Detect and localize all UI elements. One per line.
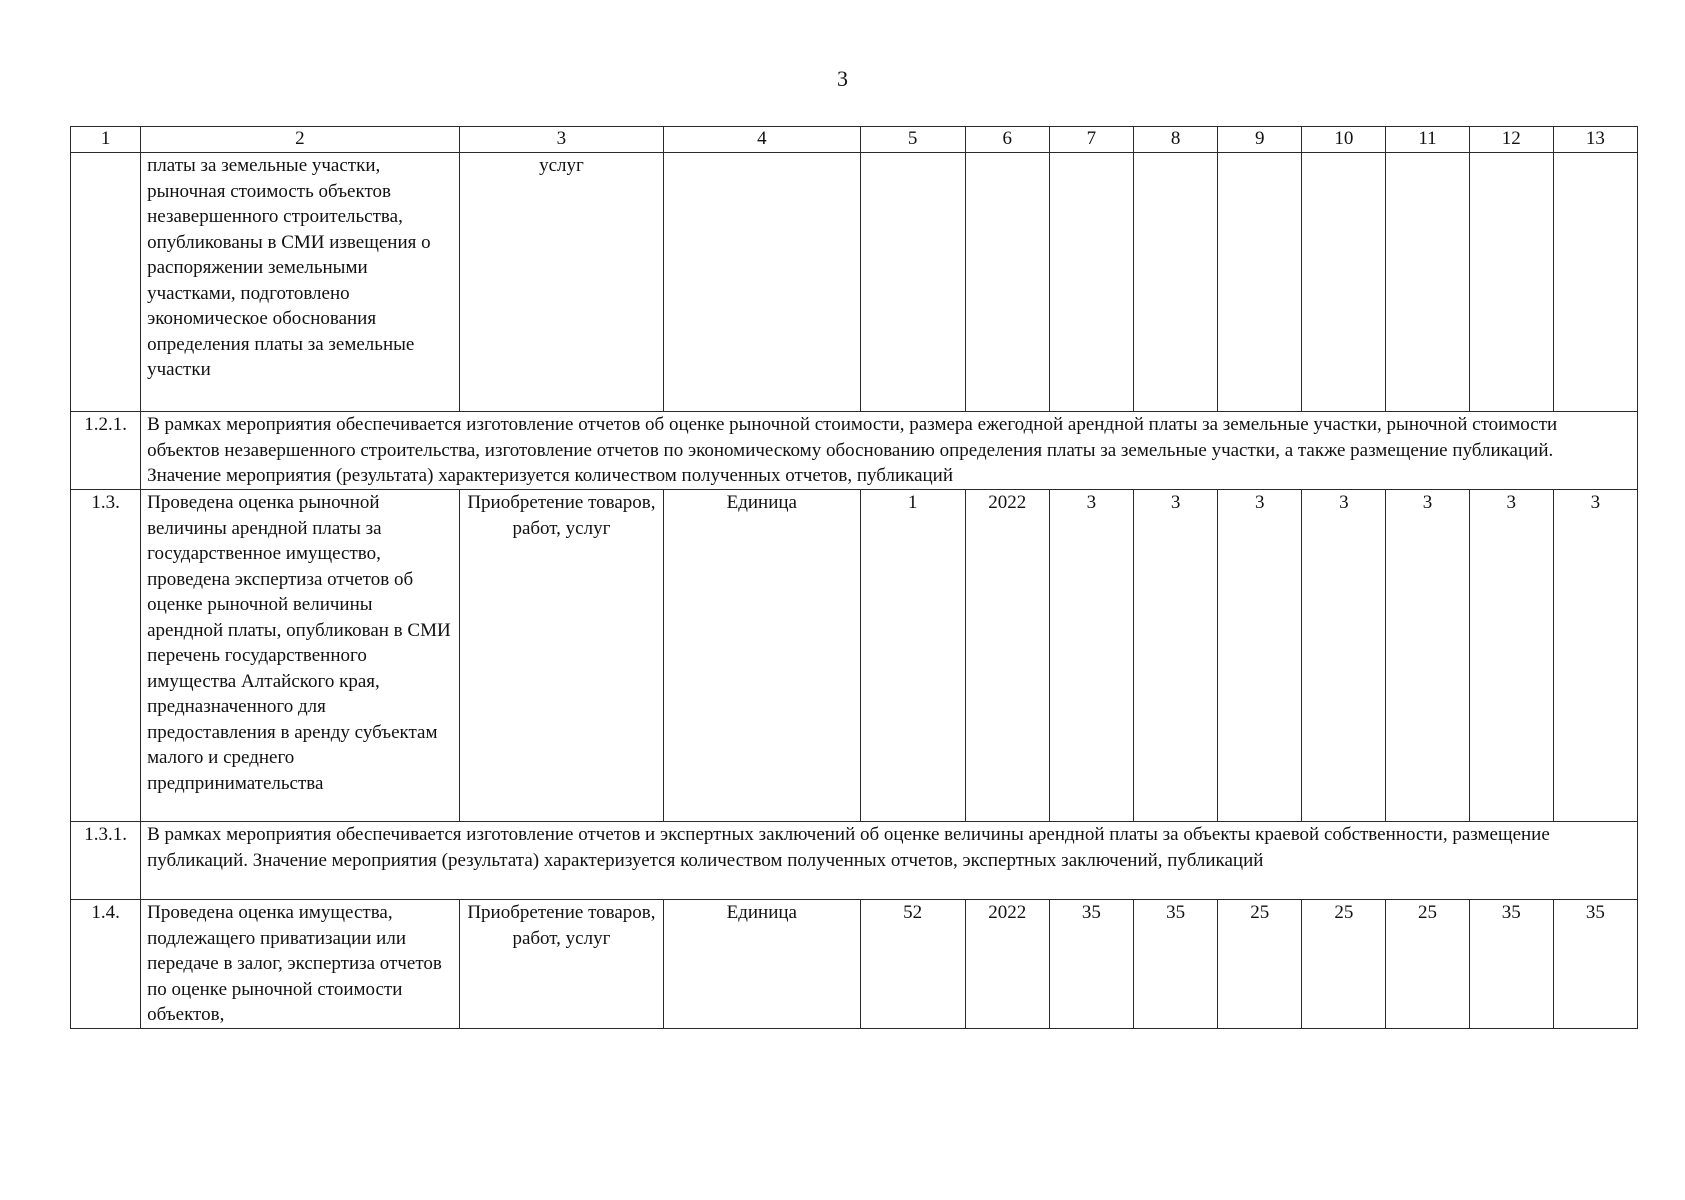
row-number: 1.2.1. [71,412,141,490]
result-type: услуг [459,153,663,412]
row-number: 1.3. [71,490,141,822]
column-header: 1 [71,127,141,153]
column-number-row [71,127,1638,153]
value-cell: 3 [1553,490,1637,822]
column-header: 8 [1134,127,1218,153]
value-cell: 3 [1049,490,1133,822]
table-row [71,412,1638,490]
value-cell [1469,153,1553,412]
value-cell: 25 [1218,900,1302,1029]
value-cell [1302,153,1386,412]
value-cell: 35 [1553,900,1637,1029]
column-header: 4 [664,127,860,153]
value-cell: 3 [1218,490,1302,822]
unit-cell: Единица [664,900,860,1029]
measures-table [70,126,1638,1029]
column-header: 6 [965,127,1049,153]
result-type: Приобретение товаров, работ, услуг [459,490,663,822]
table-row [71,153,1638,412]
column-header: 10 [1302,127,1386,153]
value-cell [1134,153,1218,412]
value-cell: 25 [1302,900,1386,1029]
base-value-cell: 52 [860,900,965,1029]
value-cell: 3 [1134,490,1218,822]
base-value-cell: 1 [860,490,965,822]
column-header: 12 [1469,127,1553,153]
column-header: 3 [459,127,663,153]
value-cell: 25 [1386,900,1469,1029]
base-value-cell [860,153,965,412]
unit-cell: Единица [664,490,860,822]
value-cell [1386,153,1469,412]
value-cell [1553,153,1637,412]
value-cell: 35 [1049,900,1133,1029]
result-description: платы за земельные участки, рыночная стоимость объектов незавершенного строительства, опубликованы в СМИ извещения о распоряжении земельными участками, подготовлено экономическое обоснования определения платы за земельные участки [141,153,460,412]
value-cell: 3 [1469,490,1553,822]
row-number [71,153,141,412]
result-description: Проведена оценка имущества, подлежащего приватизации или передаче в залог, экспертиза отчетов по оценке рыночной стоимости объектов, [141,900,460,1029]
row-number: 1.3.1. [71,822,141,900]
column-header: 13 [1553,127,1637,153]
base-year-cell [965,153,1049,412]
value-cell: 35 [1134,900,1218,1029]
value-cell: 3 [1386,490,1469,822]
table-row [71,900,1638,1029]
base-year-cell: 2022 [965,900,1049,1029]
value-cell [1218,153,1302,412]
value-cell [1049,153,1133,412]
value-cell: 35 [1469,900,1553,1029]
table-row [71,822,1638,900]
table-row [71,490,1638,822]
unit-cell [664,153,860,412]
column-header: 5 [860,127,965,153]
result-description: Проведена оценка рыночной величины арендной платы за государственное имущество, проведена экспертиза отчетов об оценке рыночной величины арендной платы, опубликован в СМИ перечень государственного имущества Алтайского края, предназначенного для предоставления в аренду субъектам малого и среднего предпринимательства [141,490,460,822]
column-header: 9 [1218,127,1302,153]
result-type: Приобретение товаров, работ, услуг [459,900,663,1029]
row-number: 1.4. [71,900,141,1029]
base-year-cell: 2022 [965,490,1049,822]
measure-description: В рамках мероприятия обеспечивается изготовление отчетов об оценке рыночной стоимости, размера ежегодной арендной платы за земельные участки, рыночной стоимости объектов незавершенного строительства, изготовление отчетов по экономическому обоснованию определения платы за земельные участки, а также размещение публикаций. Значение мероприятия (результата) характеризуется количеством полученных отчетов, публикаций [141,412,1638,490]
value-cell: 3 [1302,490,1386,822]
column-header: 11 [1386,127,1469,153]
column-header: 7 [1049,127,1133,153]
column-header: 2 [141,127,460,153]
measure-description: В рамках мероприятия обеспечивается изготовление отчетов и экспертных заключений об оценке величины арендной платы за объекты краевой собственности, размещение публикаций. Значение мероприятия (результата) характеризуется количеством полученных отчетов, экспертных заключений, публикаций [141,822,1638,900]
page-number: 3 [837,66,848,91]
